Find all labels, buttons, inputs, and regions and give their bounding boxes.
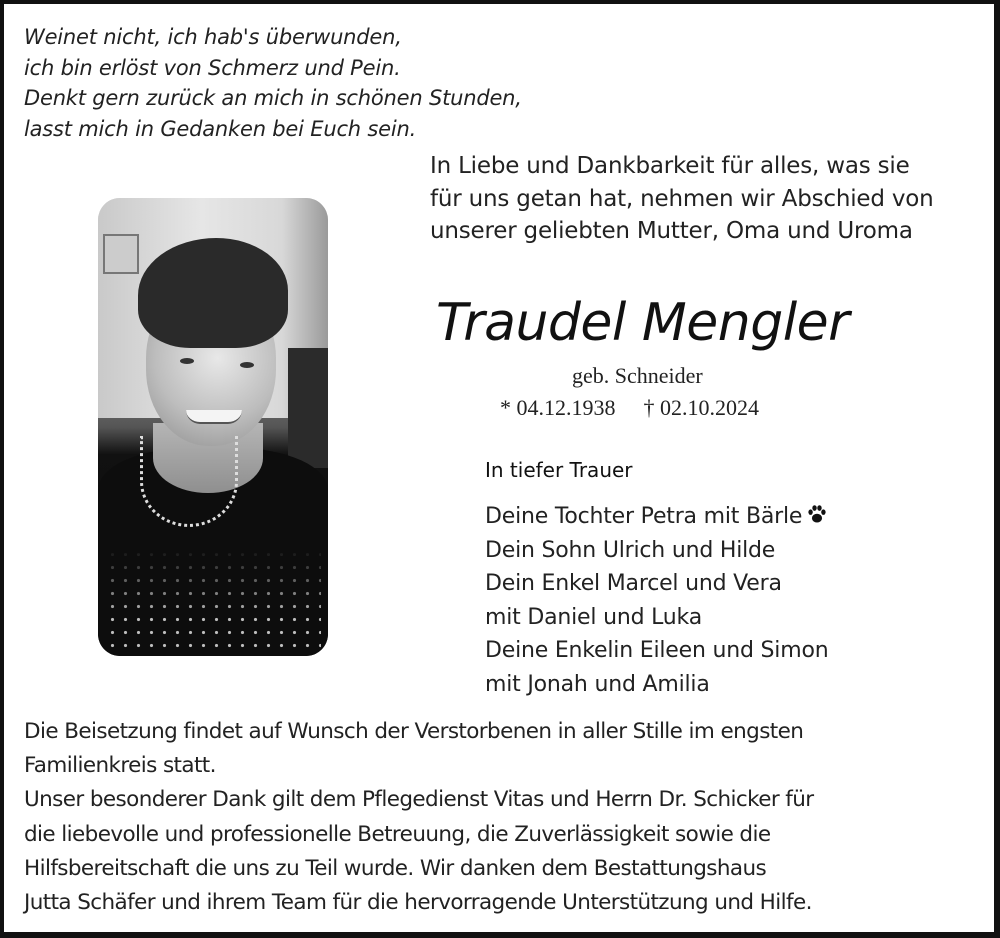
poem-line: ich bin erlöst von Schmerz und Pein. (24, 55, 401, 80)
death-date: † 02.10.2024 (643, 395, 759, 420)
maiden-name: geb. Schneider (572, 363, 703, 388)
mourner-text: Deine Tochter Petra mit Bärle (485, 504, 803, 529)
footer-line: Hilfsbereitschaft die uns zu Teil wurde. Wir danken dem Bestattungshaus (24, 855, 767, 881)
life-dates (500, 394, 759, 422)
intro-line: In Liebe und Dankbarkeit für alles, was sie (430, 153, 910, 179)
footer-line: Jutta Schäfer und ihrem Team für die hervorragende Unterstützung und Hilfe. (24, 890, 812, 916)
photo-dotted-sweater (106, 548, 321, 648)
poem-line: lasst mich in Gedanken bei Euch sein. (24, 116, 417, 141)
photo-smile (186, 410, 242, 424)
photo-hair (138, 238, 288, 348)
poem-line: Denkt gern zurück an mich in schönen Stunden, (24, 86, 522, 110)
deceased-name: Traudel Mengler (436, 293, 850, 353)
mourning-title: In tiefer Trauer (485, 458, 633, 482)
mourner-line: mit Jonah und Amilia (485, 671, 710, 697)
photo-wall-frame (103, 234, 139, 274)
footer-text (24, 715, 984, 920)
footer-line: Unser besonderer Dank gilt dem Pflegedienst Vitas und Herrn Dr. Schicker für (24, 787, 814, 813)
mourner-line: Dein Sohn Ulrich und Hilde (485, 537, 776, 563)
obituary-notice (4, 4, 994, 932)
poem-line: Weinet nicht, ich hab's überwunden, (24, 25, 402, 49)
poem (24, 22, 522, 144)
photo-eye (240, 362, 254, 368)
footer-line: Die Beisetzung findet auf Wunsch der Verstorbenen in aller Stille im engsten (24, 719, 804, 744)
footer-line: die liebevolle und professionelle Betreuung, die Zuverlässigkeit sowie die (24, 821, 771, 847)
mourner-line: Deine Enkelin Eileen und Simon (485, 638, 829, 663)
birth-date: * 04.12.1938 (500, 395, 616, 420)
photo-chair (288, 348, 328, 468)
footer-line: Familienkreis statt. (24, 753, 216, 779)
intro-line: für uns getan hat, nehmen wir Abschied von (430, 185, 934, 212)
mourner-line (485, 500, 828, 534)
mourner-line: mit Daniel und Luka (485, 604, 702, 630)
portrait-photo (98, 198, 328, 656)
paw-icon (806, 503, 828, 525)
intro-line: unserer geliebten Mutter, Oma und Uroma (430, 218, 913, 244)
photo-eye (180, 358, 194, 364)
mourner-line: Dein Enkel Marcel und Vera (485, 571, 782, 596)
photo-necklace (140, 436, 238, 527)
mourners-list (485, 500, 828, 701)
intro-text (430, 150, 934, 248)
